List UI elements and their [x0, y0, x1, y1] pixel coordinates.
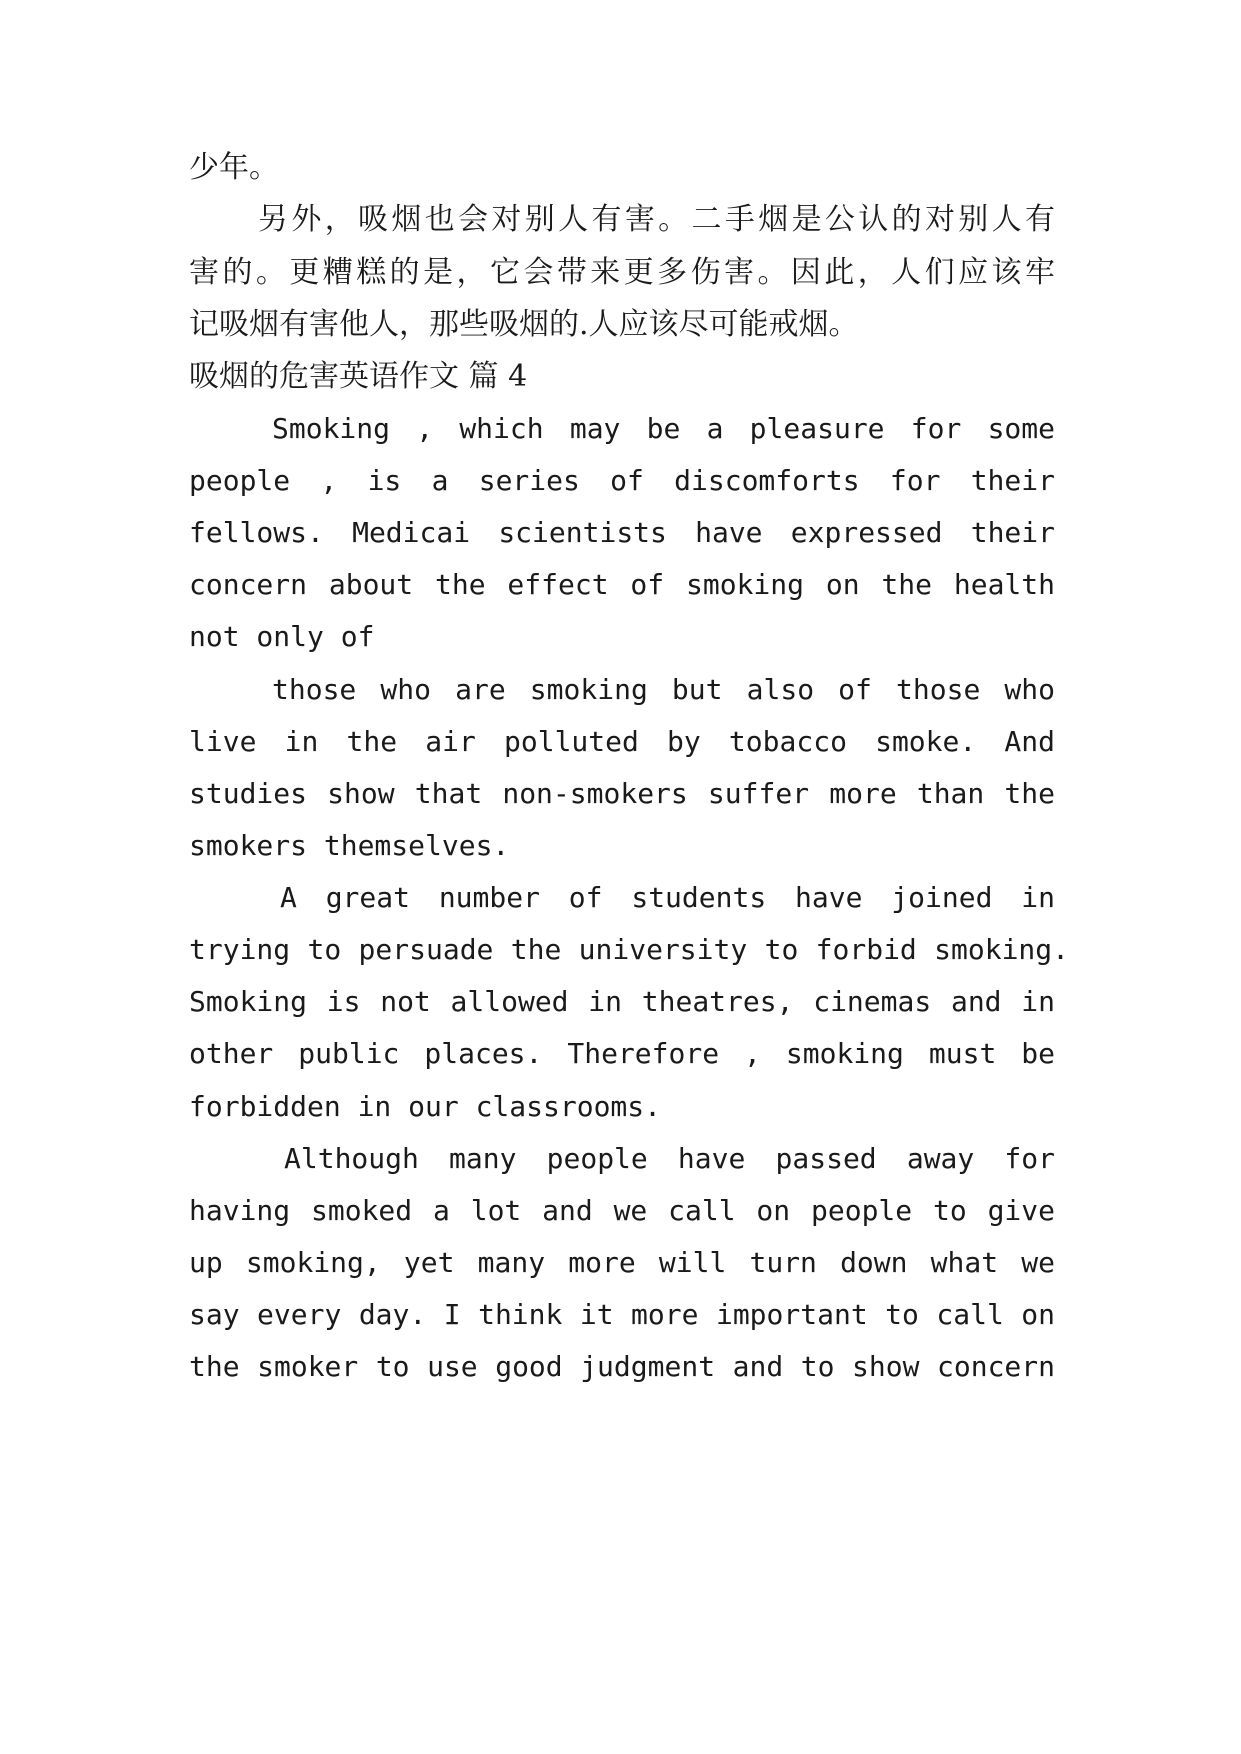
text-line: Although many people have passed away for	[284, 1142, 1055, 1175]
text-line: 少年。	[189, 150, 279, 185]
text-line: people , is a series of discomforts for their	[189, 464, 1055, 497]
text-line: studies show that non-smokers suffer more than the	[189, 777, 1055, 810]
text-line: forbidden in our classrooms.	[189, 1090, 662, 1123]
text-line: trying to persuade the university to forbid smoking.	[189, 933, 1069, 966]
section-heading: 吸烟的危害英语作文 篇 4	[189, 359, 528, 394]
text-line: not only of	[189, 620, 375, 653]
text-line: other public places. Therefore , smoking must be	[189, 1037, 1055, 1070]
text-line: 另外，吸烟也会对别人有害。二手烟是公认的对别人有	[258, 202, 1055, 237]
text-line: concern about the effect of smoking on the health	[189, 568, 1055, 601]
text-line: fellows. Medicai scientists have expressed their	[189, 516, 1055, 549]
text-line: up smoking, yet many more will turn down what we	[189, 1246, 1055, 1279]
text-line: A great number of students have joined in	[280, 881, 1055, 914]
text-line: smokers themselves.	[189, 829, 510, 862]
text-line: live in the air polluted by tobacco smoke. And	[189, 725, 1055, 758]
text-line: Smoking , which may be a pleasure for some	[272, 412, 1055, 445]
text-line: those who are smoking but also of those who	[272, 673, 1055, 706]
text-line: the smoker to use good judgment and to show concern	[189, 1350, 1055, 1383]
text-line: Smoking is not allowed in theatres, cinemas and in	[189, 985, 1055, 1018]
text-line: 记吸烟有害他人，那些吸烟的.人应该尽可能戒烟。	[189, 307, 859, 342]
text-line: having smoked a lot and we call on people to give	[189, 1194, 1055, 1227]
text-line: 害的。更糟糕的是，它会带来更多伤害。因此，人们应该牢	[189, 255, 1055, 290]
text-line: say every day. I think it more important to call on	[189, 1298, 1055, 1331]
